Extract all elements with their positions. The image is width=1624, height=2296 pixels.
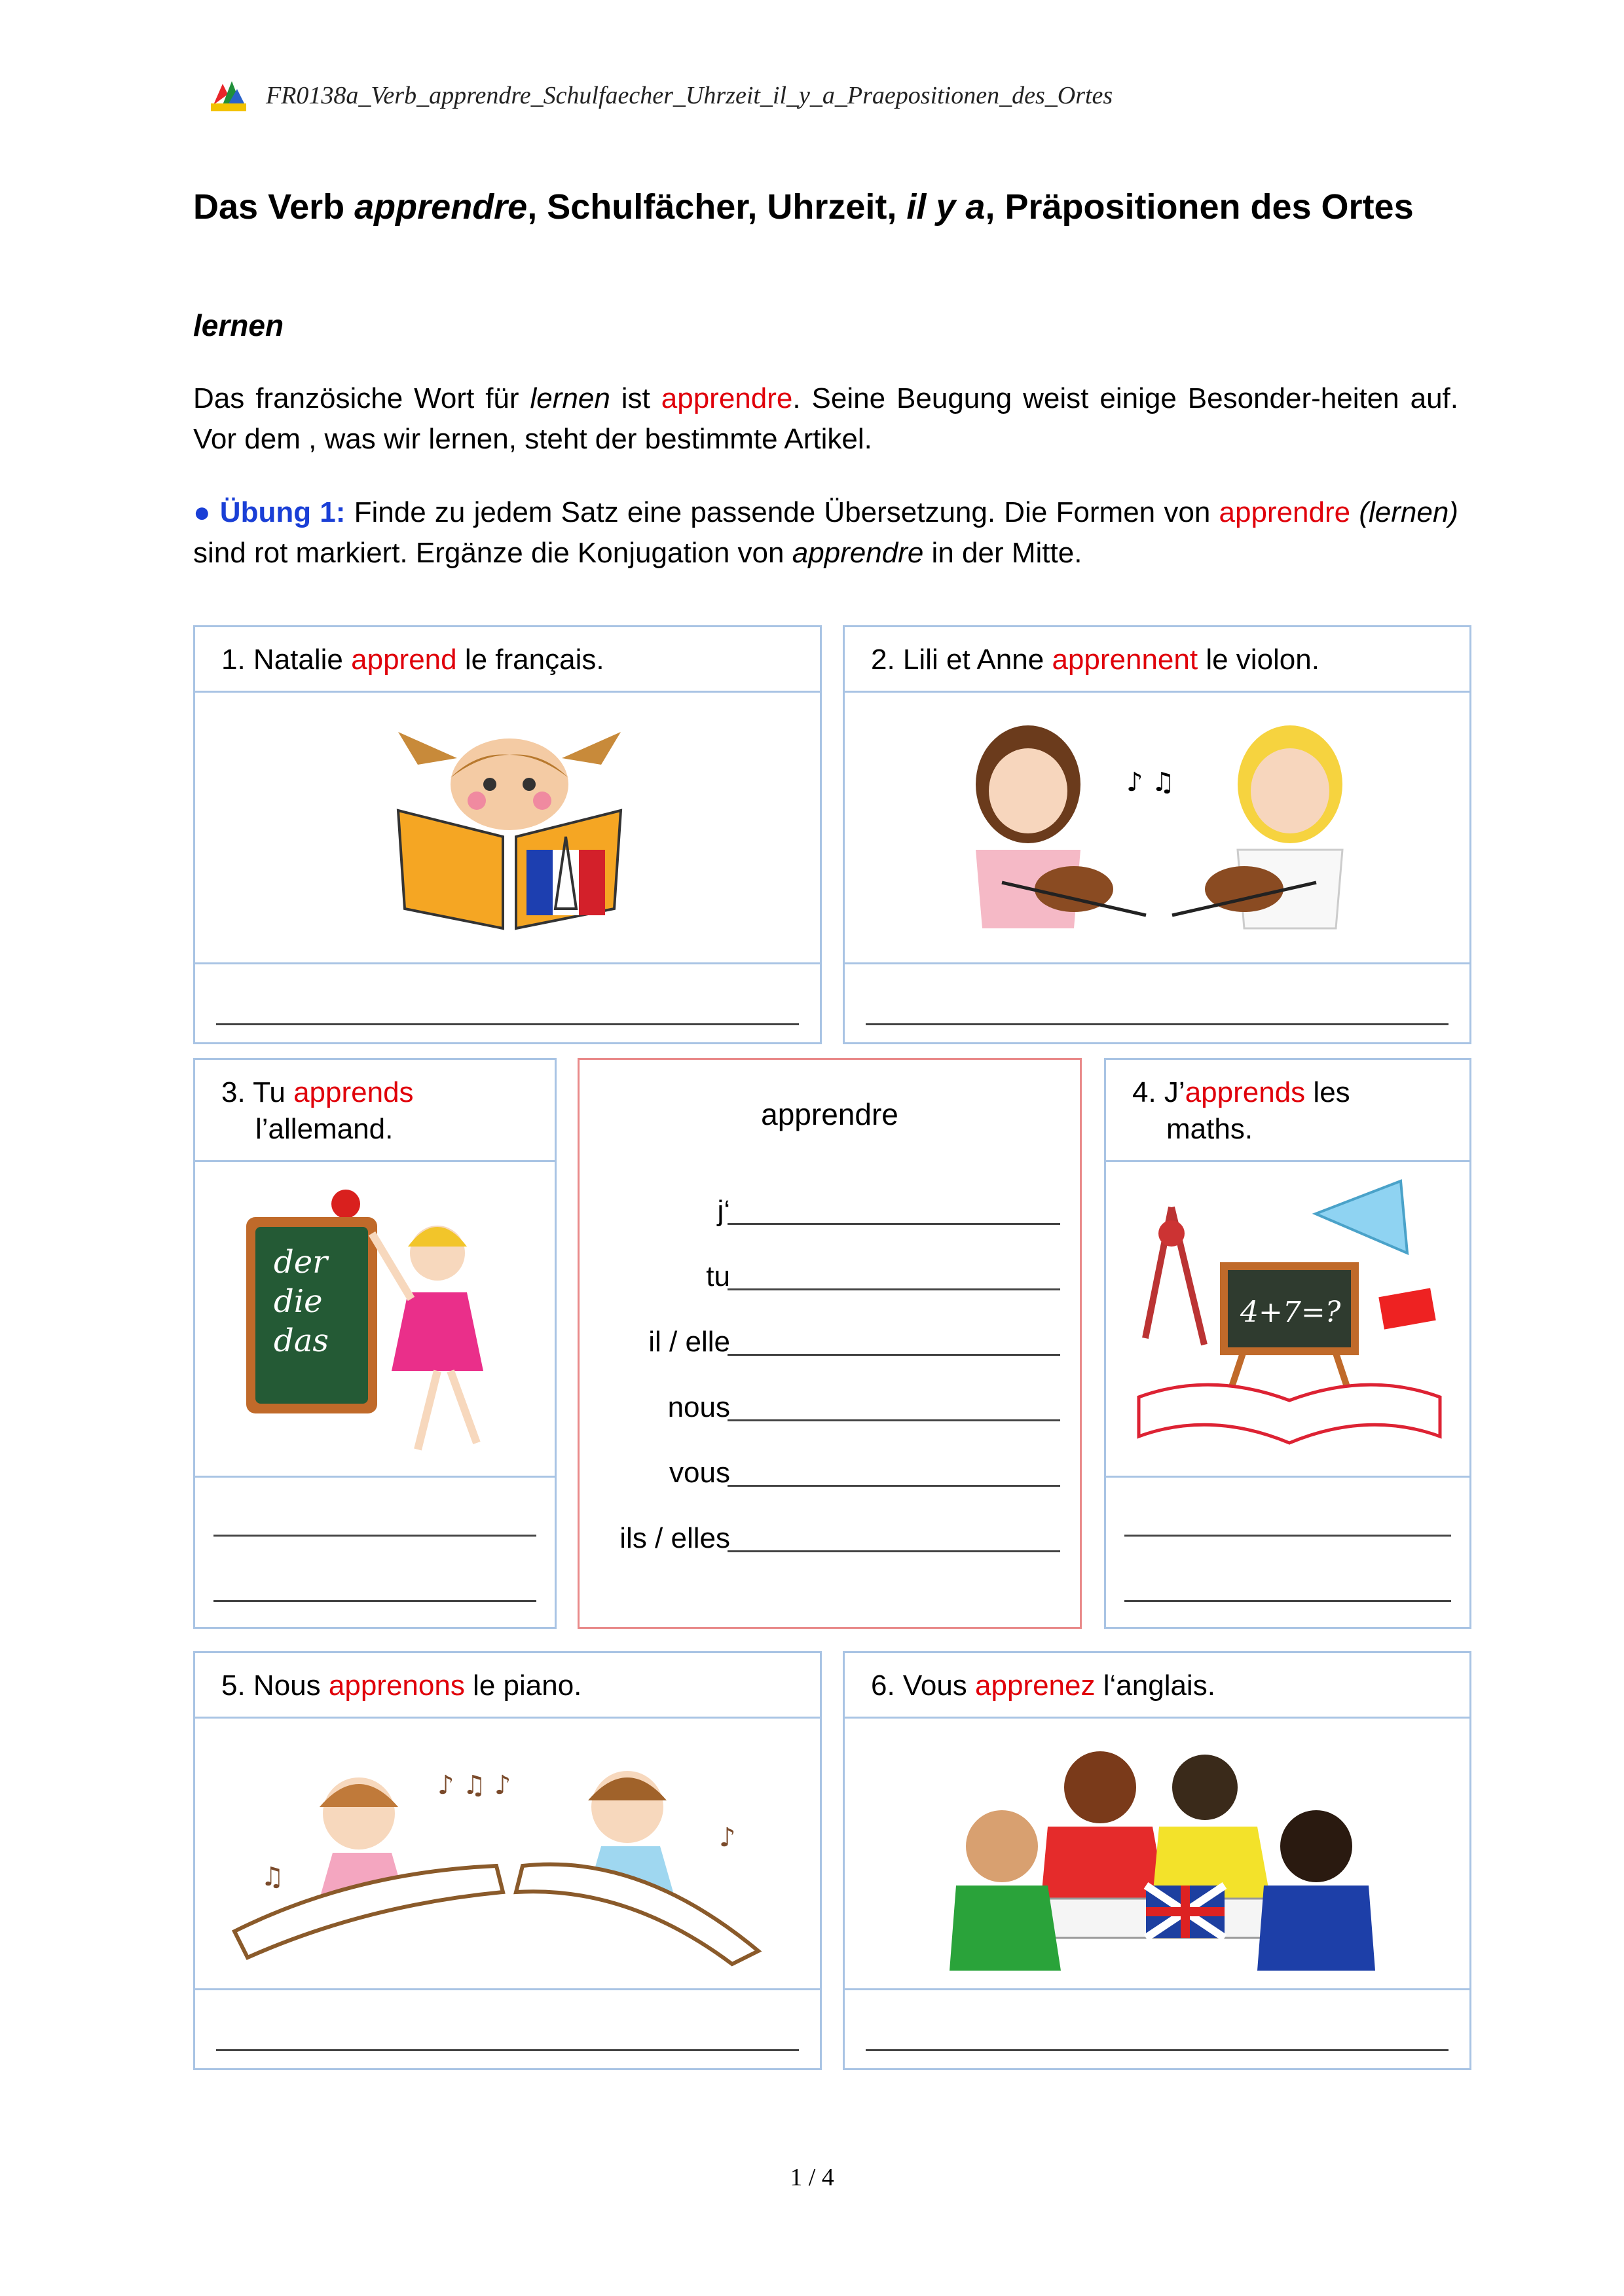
card-sentence: 3. Tu apprends l’allemand. — [195, 1060, 555, 1162]
answer-line[interactable] — [1124, 1535, 1451, 1537]
answer-line[interactable] — [728, 1288, 1060, 1290]
answer-line[interactable] — [1124, 1600, 1451, 1602]
card-sentence: 1. Natalie apprend le français. — [195, 627, 820, 693]
svg-text:♪ ♫ ♪: ♪ ♫ ♪ — [437, 1770, 511, 1800]
publisher-logo — [208, 77, 248, 114]
answer-line[interactable] — [728, 1223, 1060, 1225]
answer-line[interactable] — [728, 1550, 1060, 1552]
intro-paragraph: Das französiche Wort für lernen ist apprendre. Seine Beugung weist einige Besonder-heiten auf. Vor dem , was wir lernen, steht der bestimmte Artikel. — [193, 382, 1458, 455]
conjugation-row: j‘ — [580, 1188, 1084, 1228]
answer-line[interactable] — [866, 2049, 1449, 2051]
card-answer-area — [195, 962, 820, 964]
answer-line[interactable] — [866, 1023, 1449, 1025]
card-sentence: 4. J’apprends les maths. — [1106, 1060, 1469, 1162]
svg-text:♫: ♫ — [261, 1862, 284, 1892]
card-answer-area — [195, 1476, 555, 1478]
section-heading: lernen — [193, 308, 284, 342]
conjugation-row: tu — [580, 1254, 1084, 1293]
exercise-card-6 — [843, 1651, 1471, 2070]
math-tools-illustration — [1132, 1175, 1447, 1463]
page-header — [208, 76, 1113, 115]
conjugation-row: il / elle — [580, 1319, 1084, 1358]
exercise-card-1 — [193, 625, 822, 1044]
exercise-card-2 — [843, 625, 1471, 1044]
answer-line[interactable] — [213, 1600, 536, 1602]
svg-text:4+7=?: 4+7=? — [1240, 1296, 1341, 1329]
exercise-instructions: ● Übung 1: Finde zu jedem Satz eine passende Übersetzung. Die Formen von apprendre (lernen) sind rot markiert. Ergänze die Konjugation von apprendre in der Mitte. — [193, 496, 1458, 569]
students-learning-english-illustration — [950, 1735, 1375, 1977]
svg-text:♪ ♫: ♪ ♫ — [1126, 767, 1175, 797]
answer-line[interactable] — [728, 1485, 1060, 1487]
card-sentence: 6. Vous apprenez l‘anglais. — [845, 1653, 1469, 1719]
svg-text:der: der — [274, 1244, 328, 1281]
conjugation-row: vous — [580, 1450, 1084, 1489]
answer-line[interactable] — [216, 2049, 799, 2051]
answer-line[interactable] — [213, 1535, 536, 1537]
svg-text:die: die — [274, 1283, 323, 1320]
girl-at-chalkboard-illustration — [241, 1175, 523, 1463]
svg-text:das: das — [274, 1322, 329, 1359]
card-sentence: 5. Nous apprenons le piano. — [195, 1653, 820, 1719]
file-name: FR0138a_Verb_apprendre_Schulfaecher_Uhrzeit_il_y_a_Praepositionen_des_Ortes — [266, 82, 1113, 109]
conjugation-row: nous — [580, 1385, 1084, 1424]
children-playing-piano-illustration — [221, 1735, 798, 1977]
exercise-card-4 — [1104, 1058, 1471, 1629]
page-title: Das Verb apprendre, Schulfächer, Uhrzeit, il y a, Präpositionen des Ortes — [193, 187, 1414, 227]
girl-reading-book-illustration — [378, 719, 640, 941]
svg-text:♪: ♪ — [719, 1823, 736, 1853]
card-answer-area — [845, 1988, 1469, 1990]
conjugation-table — [578, 1058, 1082, 1629]
answer-line[interactable] — [728, 1354, 1060, 1356]
card-answer-area — [845, 962, 1469, 964]
page-number: 1 / 4 — [790, 2164, 834, 2191]
card-answer-area — [1106, 1476, 1469, 1478]
answer-line[interactable] — [216, 1023, 799, 1025]
conjugation-title: apprendre — [761, 1097, 898, 1131]
exercise-card-5 — [193, 1651, 822, 2070]
card-sentence: 2. Lili et Anne apprennent le violon. — [845, 627, 1469, 693]
exercise-card-3 — [193, 1058, 557, 1629]
conjugation-row: ils / elles — [580, 1516, 1084, 1555]
answer-line[interactable] — [728, 1419, 1060, 1421]
card-answer-area — [195, 1988, 820, 1990]
girls-playing-violin-illustration — [930, 719, 1388, 941]
